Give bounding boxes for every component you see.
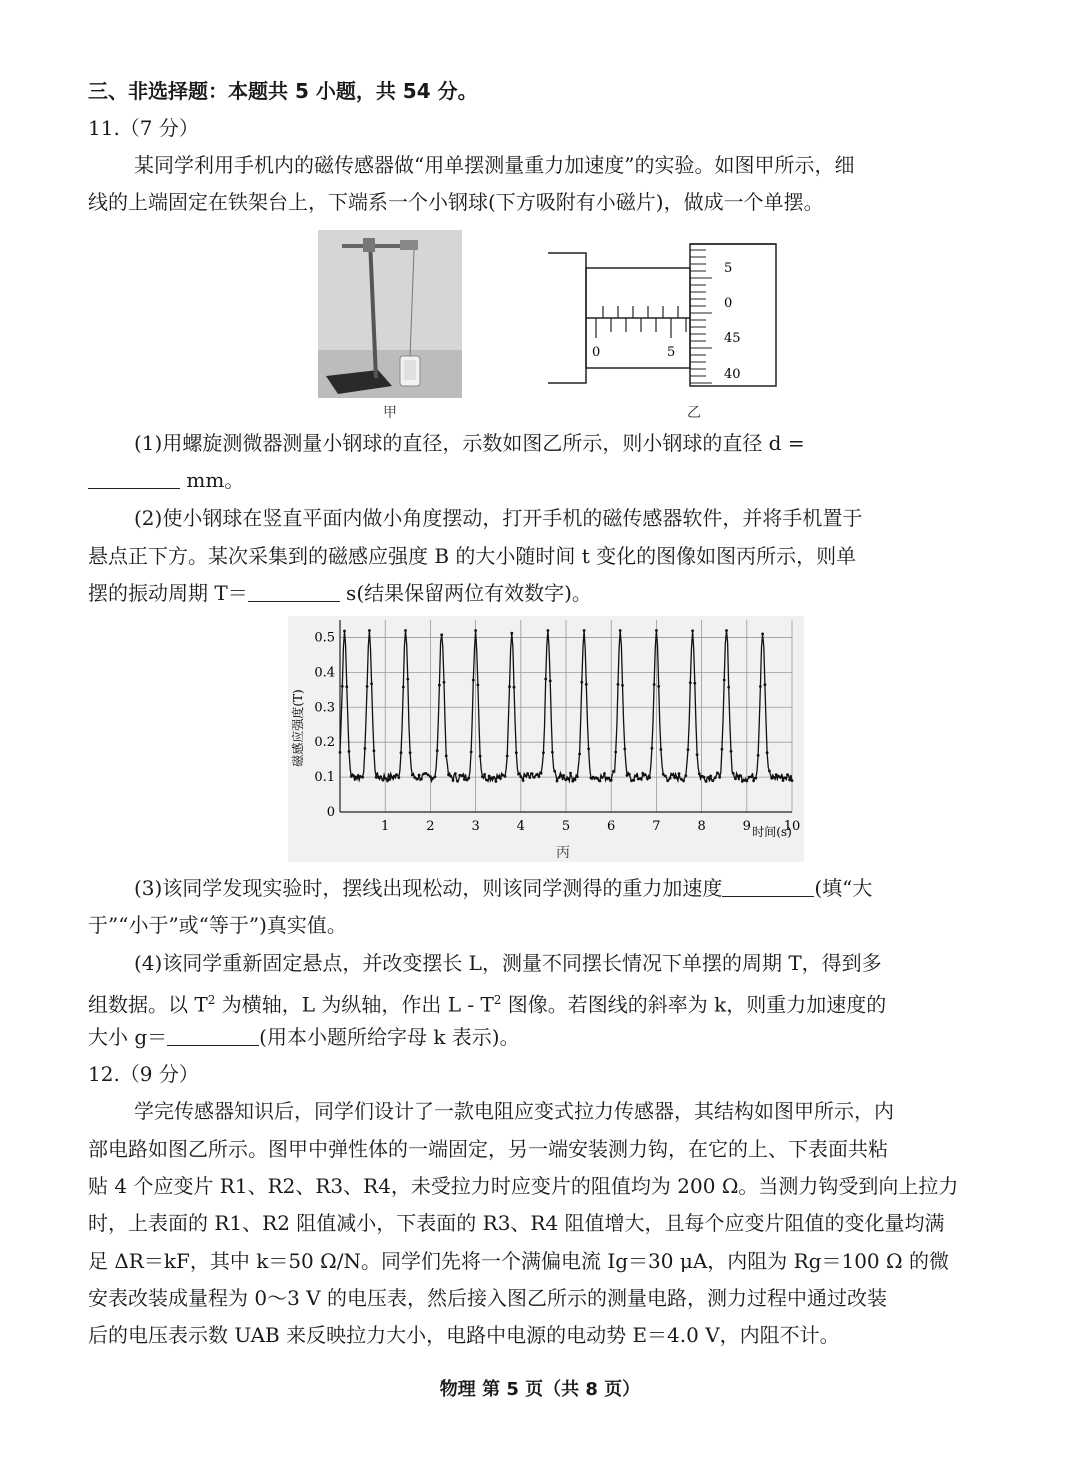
chart-data-point	[678, 772, 681, 775]
chart-data-point	[617, 683, 620, 686]
chart-data-point	[628, 773, 631, 776]
chart-x-tick-label: 8	[697, 819, 706, 834]
chart-data-point	[766, 751, 769, 754]
q11-part4-text-a: 组数据。以 T	[88, 992, 208, 1017]
chart-data-point	[443, 681, 446, 684]
q11-part4-line3	[88, 1022, 520, 1052]
chart-data-point	[635, 775, 638, 778]
chart-data-point	[393, 775, 396, 778]
q11-part3-line1	[134, 873, 872, 903]
chart-y-axis-label: 磁感应强度(T)	[291, 689, 305, 767]
chart-data-point	[596, 777, 599, 780]
chart-data-point	[752, 779, 755, 782]
chart-data-point	[714, 776, 717, 779]
chart-data-point	[528, 776, 531, 779]
chart-data-point	[608, 777, 611, 780]
chart-data-point	[698, 772, 701, 775]
q12-line-3: 贴 4 个应变片 R1、R2、R3、R4，未受拉力时应变片的阻值均为 200 Ω。当测力钩受到向上拉力	[88, 1174, 959, 1198]
chart-data-point	[411, 774, 414, 777]
chart-data-point	[449, 775, 452, 778]
chart-data-point	[400, 751, 403, 754]
chart-data-point	[721, 748, 724, 751]
chart-data-point	[463, 778, 466, 781]
chart-data-point	[531, 772, 534, 775]
chart-data-point	[709, 775, 712, 778]
chart-data-point	[739, 774, 742, 777]
chart-data-point	[657, 685, 660, 688]
chart-data-point	[517, 773, 520, 776]
q11-intro-1: 某同学利用手机内的磁传感器做“用单摆测量重力加速度”的实验。如图甲所示，细	[134, 153, 855, 177]
chart-data-point	[348, 750, 351, 753]
chart-x-tick-label: 9	[742, 819, 751, 834]
b-field-chart	[288, 616, 804, 862]
chart-data-point	[696, 753, 699, 756]
chart-data-point	[445, 755, 448, 758]
chart-data-point	[341, 685, 344, 688]
chart-data-point	[510, 632, 513, 635]
q11-intro-2: 线的上端固定在铁架台上，下端系一个小钢球(下方吸附有小磁片)，做成一个单摆。	[88, 190, 824, 214]
chart-data-point	[705, 780, 708, 783]
chart-data-point	[764, 683, 767, 686]
chart-data-point	[538, 775, 541, 778]
chart-data-point	[703, 776, 706, 779]
chart-data-point	[671, 774, 674, 777]
chart-data-point	[583, 629, 586, 632]
chart-data-point	[366, 685, 369, 688]
q11-part4-sup-2: 2	[493, 993, 502, 1007]
chart-data-point	[551, 751, 554, 754]
chart-data-point	[544, 678, 547, 681]
q11-part2-line1: (2)使小钢球在竖直平面内做小角度摆动，打开手机的磁传感器软件，并将手机置于	[134, 506, 863, 530]
q11-part4-text-d: 大小 g＝	[88, 1025, 168, 1049]
figure-jia-photo	[318, 230, 462, 398]
chart-data-point	[725, 629, 728, 632]
q11-part2-text-a: 摆的振动周期 T＝	[88, 581, 248, 605]
q11-part2-line2: 悬点正下方。某次采集到的磁感应强度 B 的大小随时间 t 变化的图像如图丙所示，则单	[88, 544, 857, 568]
chart-data-point	[384, 777, 387, 780]
chart-data-point	[666, 779, 669, 782]
q12-number: 12.（9 分）	[88, 1062, 199, 1086]
chart-data-point	[761, 633, 764, 636]
chart-data-point	[655, 629, 658, 632]
chart-y-tick-label: 0.5	[314, 630, 335, 646]
q12-line-4: 时，上表面的 R1、R2 阻值减小，下表面的 R3、R4 阻值增大，且每个应变片阻值的变化量均满	[88, 1211, 945, 1235]
chart-data-point	[388, 778, 391, 781]
q11-part4-text-e: (用本小题所给字母 k 表示)。	[259, 1025, 520, 1049]
q12-line-1: 学完传感器知识后，同学们设计了一款电阻应变式拉力传感器，其结构如图甲所示，内	[134, 1099, 894, 1123]
chart-data-point	[773, 776, 776, 779]
chart-data-point	[782, 779, 785, 782]
chart-data-point	[693, 682, 696, 685]
q11-part4-line1: (4)该同学重新固定悬点，并改变摆长 L，测量不同摆长情况下单摆的周期 T，得到多	[134, 951, 882, 975]
chart-data-point	[508, 685, 511, 688]
chart-data-point	[662, 773, 665, 776]
chart-data-point	[506, 755, 509, 758]
chart-x-tick-label: 2	[426, 819, 435, 834]
chart-data-point	[556, 780, 559, 783]
q11-part1-line2	[88, 465, 244, 495]
chart-y-tick-label: 0.2	[314, 735, 335, 751]
chart-data-point	[580, 681, 583, 684]
chart-data-point	[567, 777, 570, 780]
q11-part3-text-a: (3)该同学发现实验时，摆线出现松动，则该同学测得的重力加速度	[134, 876, 723, 900]
chart-data-point	[364, 747, 367, 750]
chart-data-point	[522, 779, 525, 782]
chart-data-point	[779, 776, 782, 779]
chart-data-point	[632, 779, 635, 782]
micrometer-diagram	[540, 238, 790, 398]
chart-data-point	[467, 777, 470, 780]
chart-data-point	[718, 776, 721, 779]
section-header: 三、非选择题：本题共 5 小题，共 54 分。	[88, 79, 478, 103]
chart-data-point	[361, 776, 364, 779]
chart-data-point	[603, 772, 606, 775]
chart-data-point	[578, 753, 581, 756]
chart-data-point	[723, 679, 726, 682]
chart-data-point	[486, 779, 489, 782]
chart-data-point	[675, 776, 678, 779]
chart-data-point	[558, 776, 561, 779]
q11-part4-sup-1: 2	[207, 993, 216, 1007]
chart-data-point	[504, 775, 507, 778]
chart-data-point	[684, 774, 687, 777]
chart-data-point	[454, 772, 457, 775]
page-footer: 物理 第 5 页（共 8 页）	[439, 1379, 641, 1400]
chart-x-tick-label: 1	[381, 819, 390, 834]
chart-data-point	[547, 629, 550, 632]
chart-data-point	[519, 775, 522, 778]
chart-data-point	[481, 775, 484, 778]
chart-data-point	[345, 685, 348, 688]
chart-data-point	[732, 772, 735, 775]
chart-data-point	[395, 773, 398, 776]
chart-data-point	[768, 770, 771, 773]
chart-data-point	[397, 776, 400, 779]
chart-x-tick-label: 10	[783, 819, 801, 834]
apparatus-illustration	[318, 230, 462, 398]
chart-data-point	[734, 777, 737, 780]
q11-part3-line2: 于”“小于”或“等于”)真实值。	[88, 913, 347, 937]
chart-data-point	[612, 770, 615, 773]
chart-data-point	[409, 751, 412, 754]
q12-line-5: 足 ΔR＝kF，其中 k＝50 Ω/N。同学们先将一个满偏电流 Ig＝30 μA，内阻为 Rg＝100 Ω 的微	[88, 1249, 949, 1273]
answer-blank-g[interactable]	[167, 1025, 259, 1046]
chart-data-point	[354, 776, 357, 779]
chart-data-point	[434, 776, 437, 779]
chart-data-point	[648, 776, 651, 779]
chart-data-point	[495, 780, 498, 783]
chart-data-point	[420, 778, 423, 781]
chart-y-tick-label: 0	[326, 805, 335, 820]
chart-data-point	[343, 630, 346, 633]
q12-line-7: 后的电压表示数 UAB 来反映拉力大小，电路中电源的电动势 E＝4.0 V，内阻不计。	[88, 1323, 840, 1347]
chart-data-point	[644, 773, 647, 776]
chart-data-point	[745, 780, 748, 783]
q11-part2-line3	[88, 578, 592, 608]
chart-y-tick-label: 0.4	[314, 665, 335, 681]
chart-data-point	[553, 770, 556, 773]
chart-data-point	[382, 779, 385, 782]
chart-data-point	[669, 777, 672, 780]
chart-data-point	[712, 779, 715, 782]
chart-x-tick-label: 3	[471, 819, 480, 834]
chart-data-point	[651, 747, 654, 750]
thimble-label-45: 45	[724, 331, 741, 346]
chart-data-point	[413, 776, 416, 779]
chart-data-point	[415, 778, 418, 781]
chart-data-point	[418, 774, 421, 777]
chart-data-point	[576, 775, 579, 778]
chart-data-point	[452, 779, 455, 782]
chart-data-point	[754, 777, 757, 780]
chart-data-point	[689, 681, 692, 684]
chart-data-point	[599, 780, 602, 783]
chart-data-point	[492, 776, 495, 779]
q11-part2-text-b: s(结果保留两位有效数字)。	[339, 581, 592, 605]
chart-data-point	[499, 777, 502, 780]
thimble-label-40: 40	[724, 367, 741, 382]
q11-part4-line2	[88, 985, 886, 1020]
chart-data-point	[660, 748, 663, 751]
chart-data-point	[406, 678, 409, 681]
chart-data-point	[479, 755, 482, 758]
chart-data-point	[759, 685, 762, 688]
answer-blank-d[interactable]	[88, 468, 180, 489]
chart-data-point	[687, 748, 690, 751]
chart-y-tick-label: 0.1	[314, 770, 335, 786]
chart-x-axis-label: 时间(s)	[752, 825, 792, 839]
chart-data-point	[786, 773, 789, 776]
chart-data-point	[440, 633, 443, 636]
chart-data-point	[562, 774, 565, 777]
figure-jia-caption: 甲	[383, 405, 397, 421]
q11-number: 11.（7 分）	[88, 116, 199, 140]
chart-data-point	[436, 749, 439, 752]
chart-data-point	[535, 773, 538, 776]
chart-data-point	[429, 775, 432, 778]
chart-y-tick-label: 0.3	[314, 700, 335, 716]
chart-data-point	[540, 772, 543, 775]
answer-blank-T[interactable]	[248, 581, 340, 602]
figure-bing-caption: 丙	[556, 845, 570, 861]
q11-part4-text-b: 为横轴，L 为纵轴，作出 L - T	[215, 992, 494, 1017]
chart-data-point	[533, 776, 536, 779]
chart-data-point	[682, 780, 685, 783]
chart-data-point	[716, 772, 719, 775]
chart-data-point	[483, 773, 486, 776]
chart-data-point	[542, 751, 545, 754]
chart-data-point	[585, 683, 588, 686]
chart-data-point	[623, 748, 626, 751]
chart-data-point	[587, 748, 590, 751]
chart-data-point	[727, 686, 730, 689]
chart-data-point	[470, 751, 473, 754]
chart-data-point	[368, 629, 371, 632]
chart-data-point	[601, 776, 604, 779]
thimble-label-5: 5	[724, 261, 733, 276]
chart-data-point	[373, 749, 376, 752]
chart-data-point	[614, 751, 617, 754]
chart-data-point	[639, 777, 642, 780]
chart-data-point	[465, 779, 468, 782]
chart-data-point	[730, 750, 733, 753]
thimble-label-0: 0	[724, 296, 733, 311]
chart-data-point	[402, 686, 405, 689]
chart-data-point	[456, 780, 459, 783]
chart-data-point	[370, 682, 373, 685]
chart-x-tick-label: 4	[516, 819, 525, 834]
chart-x-tick-label: 7	[652, 819, 661, 834]
chart-data-point	[474, 629, 477, 632]
answer-blank-g-compare[interactable]	[722, 876, 814, 897]
chart-data-point	[524, 774, 527, 777]
chart-data-point	[339, 751, 342, 754]
chart-data-point	[404, 629, 407, 632]
chart-data-point	[569, 772, 572, 775]
figure-yi-caption: 乙	[687, 405, 701, 421]
chart-data-point	[488, 775, 491, 778]
chart-data-point	[791, 779, 794, 782]
chart-x-tick-label: 6	[607, 819, 616, 834]
chart-data-point	[784, 776, 787, 779]
chart-data-point	[574, 778, 577, 781]
chart-data-point	[472, 679, 475, 682]
q12-line-6: 安表改装成量程为 0～3 V 的电压表，然后接入图乙所示的测量电路，测力过程中通过改装	[88, 1286, 887, 1310]
chart-data-point	[526, 772, 529, 775]
chart-data-point	[610, 779, 613, 782]
chart-data-point	[619, 629, 622, 632]
chart-data-point	[653, 683, 656, 686]
chart-data-point	[461, 774, 464, 777]
q11-part4-text-c: 图像。若图线的斜率为 k，则重力加速度的	[501, 992, 887, 1017]
chart-data-point	[621, 684, 624, 687]
chart-data-point	[438, 684, 441, 687]
chart-data-point	[513, 686, 516, 689]
main-scale-label-0: 0	[592, 345, 601, 360]
chart-data-point	[515, 751, 518, 754]
chart-data-point	[664, 775, 667, 778]
q11-part3-text-b: (填“大	[814, 876, 873, 900]
chart-data-point	[379, 775, 382, 778]
q11-part1-line1: (1)用螺旋测微器测量小钢球的直径，示数如图乙所示，则小钢球的直径 d =	[134, 431, 805, 455]
q12-line-2: 部电路如图乙所示。图甲中弹性体的一端固定，另一端安装测力钩，在它的上、下表面共粘	[88, 1137, 888, 1161]
chart-data-point	[757, 754, 760, 757]
chart-data-point	[750, 775, 753, 778]
main-scale-label-5: 5	[667, 345, 676, 360]
chart-x-tick-label: 5	[561, 819, 571, 834]
chart-data-point	[549, 680, 552, 683]
chart-data-point	[427, 774, 430, 777]
chart-data-point	[691, 629, 694, 632]
chart-data-point	[477, 684, 480, 687]
q11-part1-unit: mm。	[180, 468, 245, 492]
